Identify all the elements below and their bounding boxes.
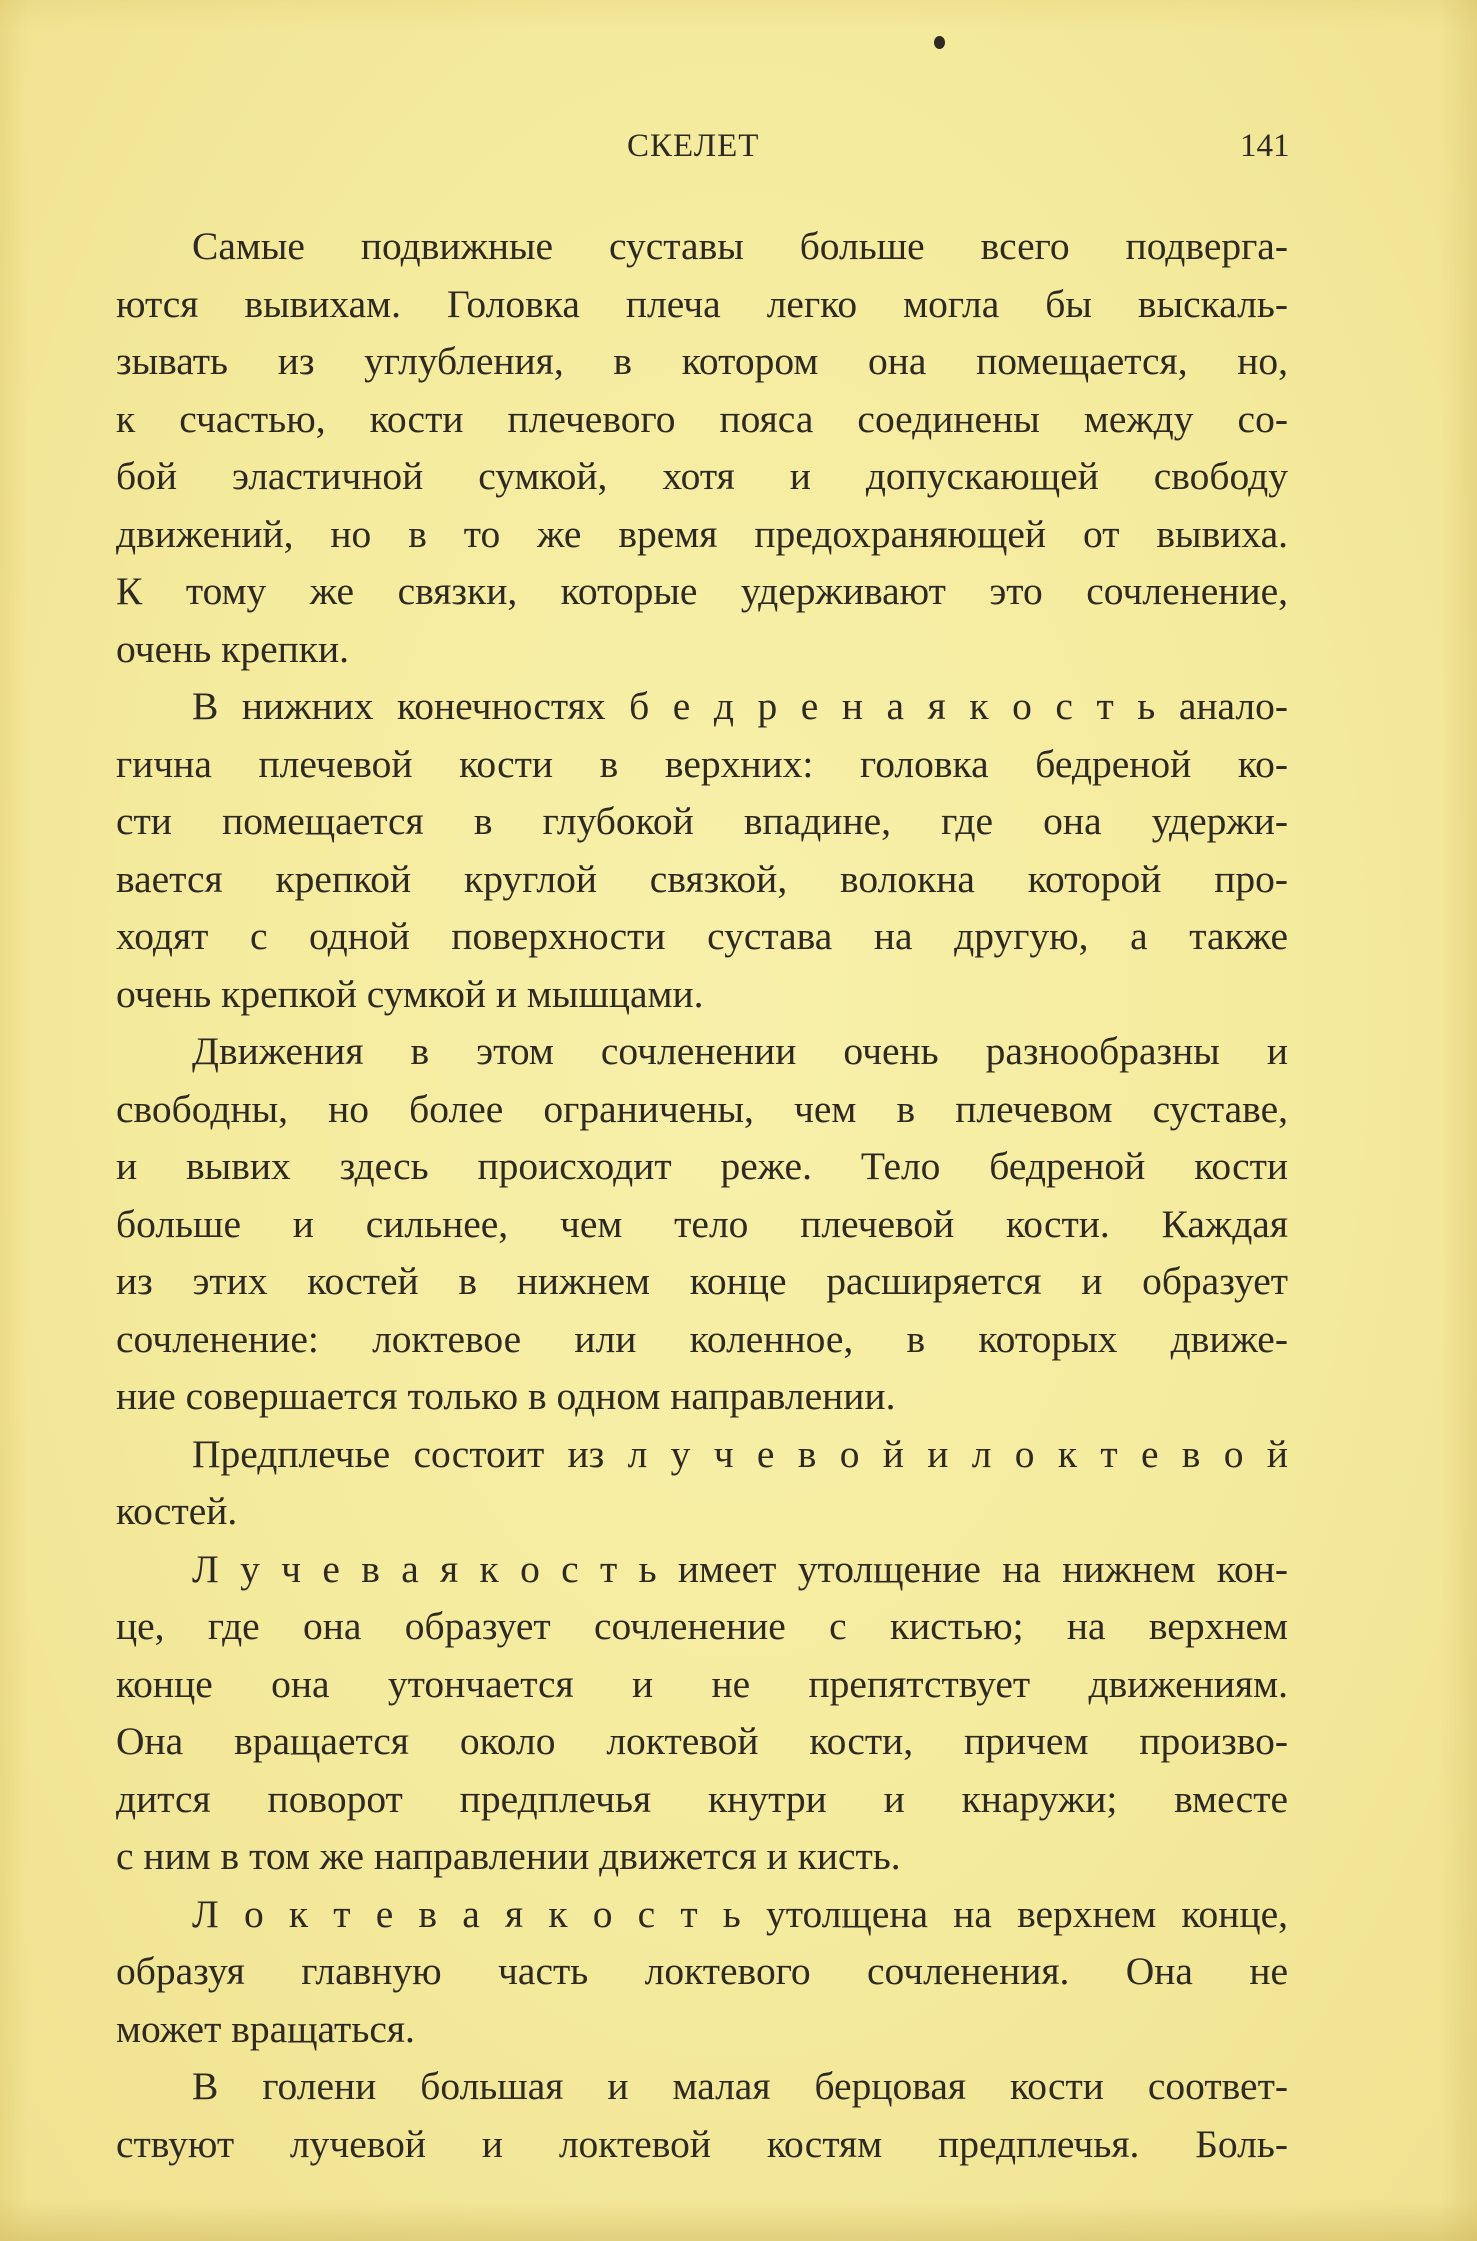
text-line: бой эластичной сумкой, хотя и допускающей свободу <box>116 454 1288 498</box>
text-line: конце она утончается и не препятствует движениям. <box>116 1661 1288 1706</box>
text-line: образуя главную часть локтевого сочленения. Она не <box>116 1949 1288 1993</box>
text-line: из этих костей в нижнем конце расширяется и образует <box>116 1259 1288 1303</box>
text-line: ствуют лучевой и локтевой костям предплечья. Боль- <box>116 2121 1288 2166</box>
running-header <box>0 128 1477 178</box>
text-line: ние совершается только в одном направлении. <box>116 1374 896 1418</box>
text-line: к счастью, кости плечевого пояса соединены между со- <box>116 396 1288 441</box>
text-line: и вывих здесь происходит реже. Тело бедреной кости <box>116 1144 1288 1188</box>
text-line: очень крепкой сумкой и мышцами. <box>116 971 704 1016</box>
text-line: движений, но в то же время предохраняющей от вывиха. <box>116 511 1288 556</box>
text-line: может вращаться. <box>116 2006 415 2051</box>
text-line: сти помещается в глубокой впадине, где она удержи- <box>116 799 1288 843</box>
text-line: вается крепкой круглой связкой, волокна которой про- <box>116 856 1288 901</box>
text-line: гична плечевой кости в верхних: головка бедреной ко- <box>116 741 1288 786</box>
text-line: сочленение: локтевое или коленное, в которых движе- <box>116 1316 1288 1361</box>
page-number: 141 <box>1240 128 1290 164</box>
text-line: ются вывихам. Головка плеча легко могла бы выскаль- <box>116 281 1288 326</box>
text-line: Движения в этом сочленении очень разнообразны и <box>192 1029 1288 1073</box>
text-line: Л у ч е в а я к о с т ь имеет утолщение на нижнем кон- <box>192 1546 1288 1591</box>
text-line: костей. <box>116 1489 238 1533</box>
text-line: В нижних конечностях б е д р е н а я к о с т ь анало- <box>192 684 1288 728</box>
running-title: СКЕЛЕТ <box>627 128 760 164</box>
text-line: ходят с одной поверхности сустава на другую, а также <box>116 914 1288 958</box>
text-line: це, где она образует сочленение с кистью; на верхнем <box>116 1604 1288 1648</box>
text-line: К тому же связки, которые удерживают это сочленение, <box>116 569 1288 613</box>
text-line: Л о к т е в а я к о с т ь утолщена на верхнем конце, <box>192 1891 1288 1936</box>
text-line: Она вращается около локтевой кости, причем произво- <box>116 1719 1288 1763</box>
text-line: очень крепки. <box>116 626 349 671</box>
text-line: Самые подвижные суставы больше всего подверга- <box>192 224 1288 268</box>
text-line: В голени большая и малая берцовая кости соответ- <box>192 2064 1288 2108</box>
text-line: дится поворот предплечья кнутри и кнаружи; вместе <box>116 1776 1288 1821</box>
text-line: больше и сильнее, чем тело плечевой кости. Каждая <box>116 1201 1288 1246</box>
text-line: зывать из углубления, в котором она помещается, но, <box>116 339 1288 383</box>
text-line: с ним в том же направлении движется и кисть. <box>116 1834 901 1878</box>
body-text <box>116 218 1288 2173</box>
text-line: свободны, но более ограничены, чем в плечевом суставе, <box>116 1086 1288 1131</box>
ink-dot <box>934 36 945 49</box>
text-line: Предплечье состоит из л у ч е в о й и л о к т е в о й <box>192 1431 1288 1476</box>
